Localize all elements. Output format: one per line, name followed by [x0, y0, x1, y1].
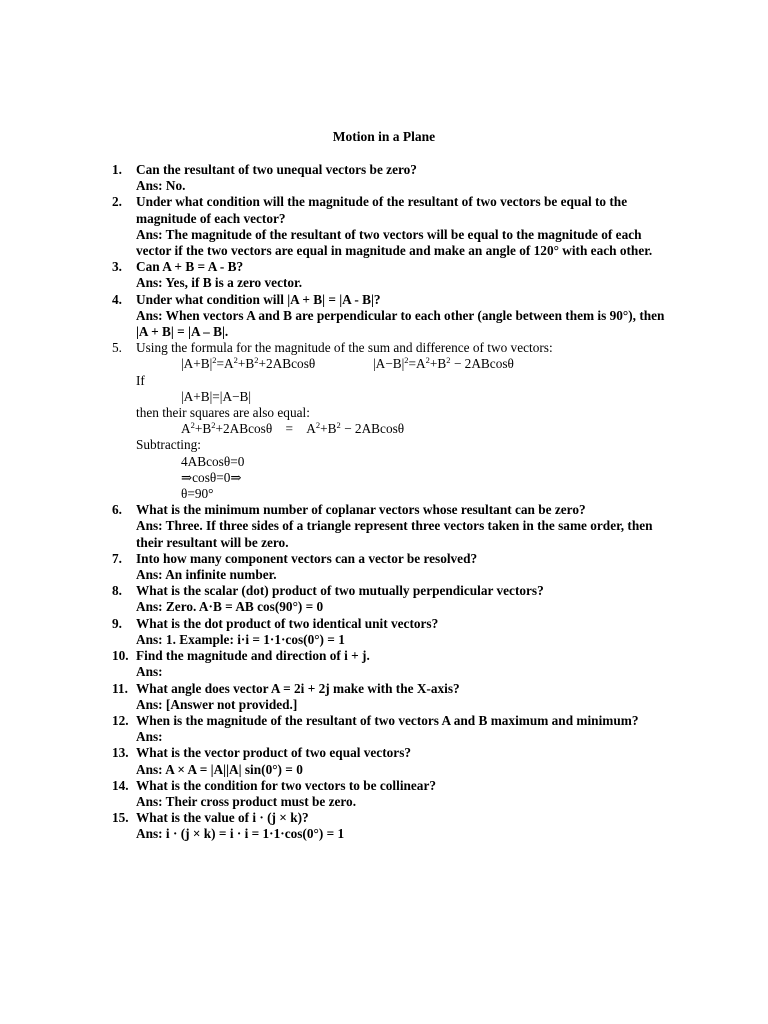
question-list	[112, 162, 672, 843]
question-item-4	[112, 292, 672, 341]
question-item-12	[112, 713, 672, 745]
question-text: What is the dot product of two identical unit vectors?	[136, 615, 439, 631]
question-text: Find the magnitude and direction of i + j.	[136, 648, 370, 664]
question-item-14	[112, 778, 672, 810]
step-line-2: ⇒cosθ=0⇒	[181, 469, 242, 485]
question-number: 4.	[112, 291, 122, 307]
question-number: 15.	[112, 810, 129, 826]
question-number: 11.	[112, 680, 128, 696]
question-item-5	[112, 340, 672, 502]
question-text: Can the resultant of two unequal vectors be zero?	[136, 162, 417, 177]
answer-text: Ans: A × A = |A||A| sin(0°) = 0	[136, 761, 303, 777]
question-text: Can A + B = A - B?	[136, 259, 244, 275]
question-text: What is the minimum number of coplanar vectors whose resultant can be zero?	[136, 502, 586, 518]
step-line-1: 4ABcosθ=0	[181, 453, 245, 469]
question-number: 5.	[112, 340, 122, 356]
answer-text: Ans:	[136, 664, 163, 680]
question-number: 7.	[112, 550, 122, 566]
question-item-13	[112, 745, 672, 777]
answer-text: Ans: 1. Example: i·i = 1·1·cos(0°) = 1	[136, 631, 345, 647]
answer-text: Ans:	[136, 729, 163, 745]
question-item-7	[112, 551, 672, 583]
answer-text: Ans: Zero. A·B = AB cos(90°) = 0	[136, 599, 324, 615]
question-text: When is the magnitude of the resultant of two vectors A and B maximum and minimum?	[136, 712, 639, 728]
answer-text: Ans: No.	[136, 178, 186, 194]
question-text: What is the vector product of two equal vectors?	[136, 745, 412, 761]
question-item-3	[112, 259, 672, 291]
question-item-11	[112, 681, 672, 713]
question-text: What angle does vector A = 2i + 2j make with the X-axis?	[136, 680, 460, 696]
answer-text: Ans: [Answer not provided.]	[136, 696, 298, 712]
answer-text: Ans: Yes, if B is a zero vector.	[136, 275, 303, 291]
formula-line	[136, 356, 672, 372]
question-number: 6.	[112, 502, 122, 518]
question-number: 1.	[112, 162, 122, 177]
question-number: 13.	[112, 745, 129, 761]
answer-text: Ans: The magnitude of the resultant of two vectors will be equal to the magnitude of each vector if the two vectors are equal in magnitude and make an angle of 120° with each other.	[136, 226, 653, 259]
question-item-1	[112, 162, 672, 194]
difference-formula: $|A-B|^2=A^2+B^2 - 2ABcos\theta$	[373, 355, 514, 372]
question-number: 14.	[112, 777, 129, 793]
question-text: What is the scalar (dot) product of two mutually perpendicular vectors?	[136, 583, 544, 599]
question-text: Into how many component vectors can a vector be resolved?	[136, 550, 478, 566]
question-item-2	[112, 194, 672, 259]
page-title: Motion in a Plane	[332, 129, 436, 144]
subtracting-label: Subtracting:	[136, 437, 201, 453]
question-text: Under what condition will |A + B| = |A - B|?	[136, 291, 381, 307]
then-line: then their squares are also equal:	[136, 405, 310, 421]
answer-text: Ans: i · (j × k) = i · i = 1·1·cos(0°) = 1	[136, 826, 345, 842]
question-item-6	[112, 502, 672, 551]
condition-line: |A+B|=|A−B|	[181, 388, 252, 404]
answer-text: Ans: Their cross product must be zero.	[136, 793, 357, 809]
question-number: 10.	[112, 648, 129, 664]
if-label: If	[136, 372, 145, 388]
question-number: 2.	[112, 194, 122, 210]
question-number: 9.	[112, 615, 122, 631]
sum-formula: $|A+B|^2=A^2+B^2+2ABcos\theta$	[181, 355, 316, 372]
question-number: 12.	[112, 712, 129, 728]
question-item-15	[112, 810, 672, 842]
question-number: 8.	[112, 583, 122, 599]
question-number: 3.	[112, 259, 122, 275]
question-item-9	[112, 616, 672, 648]
question-text: What is the value of i · (j × k)?	[136, 810, 309, 826]
question-item-10	[112, 648, 672, 680]
answer-text: Ans: Three. If three sides of a triangle represent three vectors taken in the same order, then their resultant will be zero.	[136, 518, 653, 550]
answer-text: Ans: When vectors A and B are perpendicular to each other (angle between them is 90°), then |A + B| = |A – B|.	[136, 307, 665, 340]
equation-line: $A^2+B^2+2ABcos\theta$ = $A^2+B^2 - 2ABcos\theta$	[181, 420, 405, 437]
question-text: What is the condition for two vectors to be collinear?	[136, 777, 437, 793]
step-line-3: θ=90°	[181, 486, 214, 502]
derivation-intro: Using the formula for the magnitude of the sum and difference of two vectors:	[136, 340, 553, 356]
answer-text: Ans: An infinite number.	[136, 567, 277, 583]
question-text: Under what condition will the magnitude of the resultant of two vectors be equal to the magnitude of each vector?	[136, 194, 628, 226]
question-item-8	[112, 583, 672, 615]
